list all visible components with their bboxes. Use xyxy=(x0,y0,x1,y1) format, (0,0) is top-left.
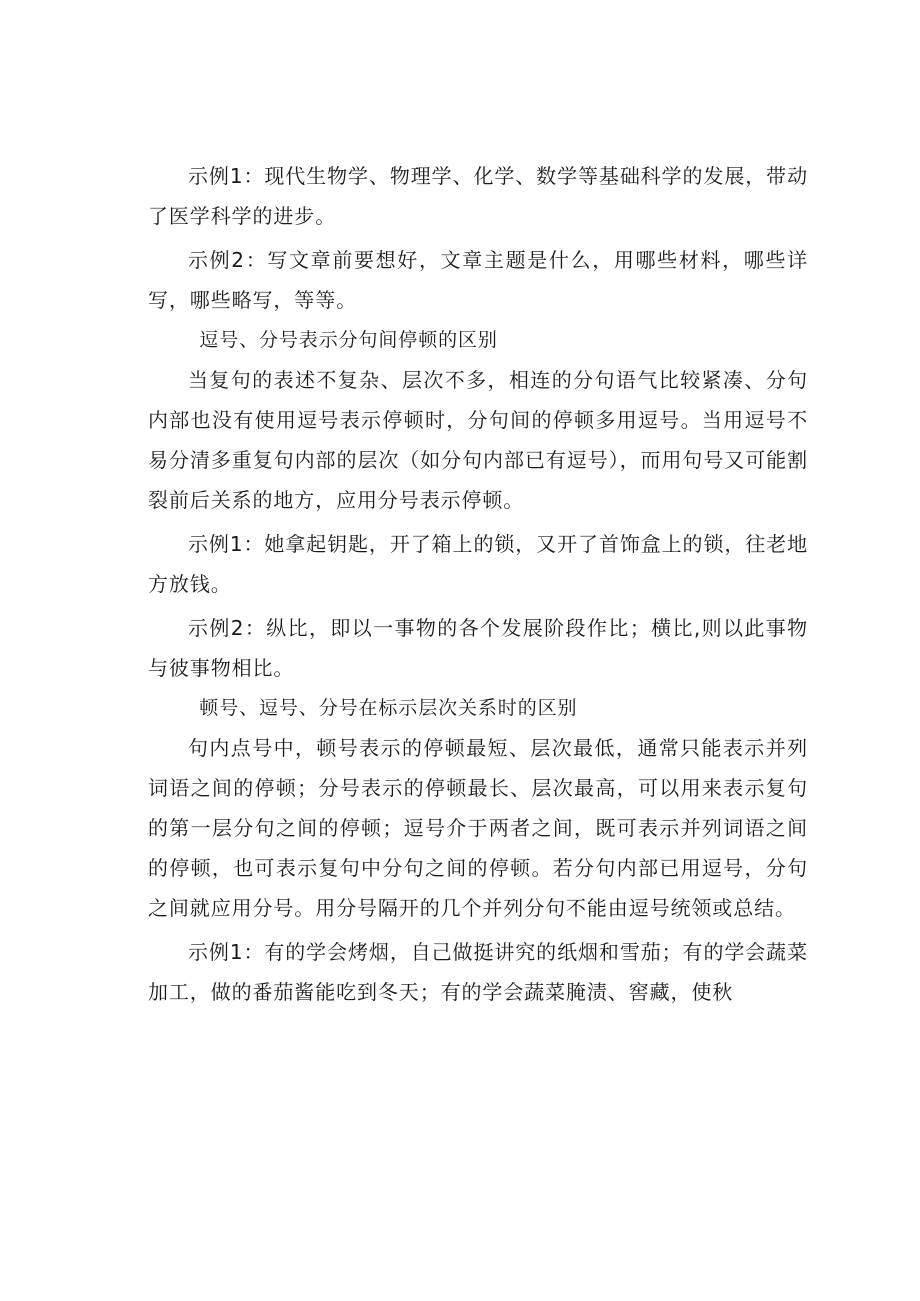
example-paragraph: 示例1：她拿起钥匙，开了箱上的锁，又开了首饰盒上的锁，往老地方放钱。 xyxy=(148,532,808,596)
body-paragraph: 句内点号中，顿号表示的停顿最短、层次最低，通常只能表示并列词语之间的停顿；分号表示的停顿最长、层次最高，可以用来表示复句的第一层分句之间的停顿；逗号介于两者之间，既可表示并列词语之间的停顿，也可表示复句中分句之间的停顿。若分句内部已用逗号，分句之间就应用分号。用分号隔开的几个并列分句不能由逗号统领或总结。 xyxy=(148,736,808,920)
example-paragraph: 示例2：纵比，即以一事物的各个发展阶段作比；横比,则以此事物与彼事物相比。 xyxy=(148,616,808,680)
example-paragraph: 示例1：有的学会烤烟，自己做挺讲究的纸烟和雪茄；有的学会蔬菜加工，做的番茄酱能吃到冬天；有的学会蔬菜腌渍、窖藏，使秋 xyxy=(148,940,808,1004)
example-paragraph: 示例2：写文章前要想好，文章主题是什么，用哪些材料，哪些详写，哪些略写，等等。 xyxy=(148,248,808,312)
body-paragraph: 当复句的表述不复杂、层次不多，相连的分句语气比较紧凑、分句内部也没有使用逗号表示停顿时，分句间的停顿多用逗号。当用逗号不易分清多重复句内部的层次（如分句内部已有逗号），而用句号又可能割裂前后关系的地方，应用分号表示停顿。 xyxy=(148,368,808,512)
section-heading: 顿号、逗号、分号在标示层次关系时的区别 xyxy=(199,697,578,719)
document-body xyxy=(148,156,808,1012)
example-paragraph: 示例1：现代生物学、物理学、化学、数学等基础科学的发展，带动了医学科学的进步。 xyxy=(148,164,808,228)
section-heading: 逗号、分号表示分句间停顿的区别 xyxy=(199,329,498,351)
